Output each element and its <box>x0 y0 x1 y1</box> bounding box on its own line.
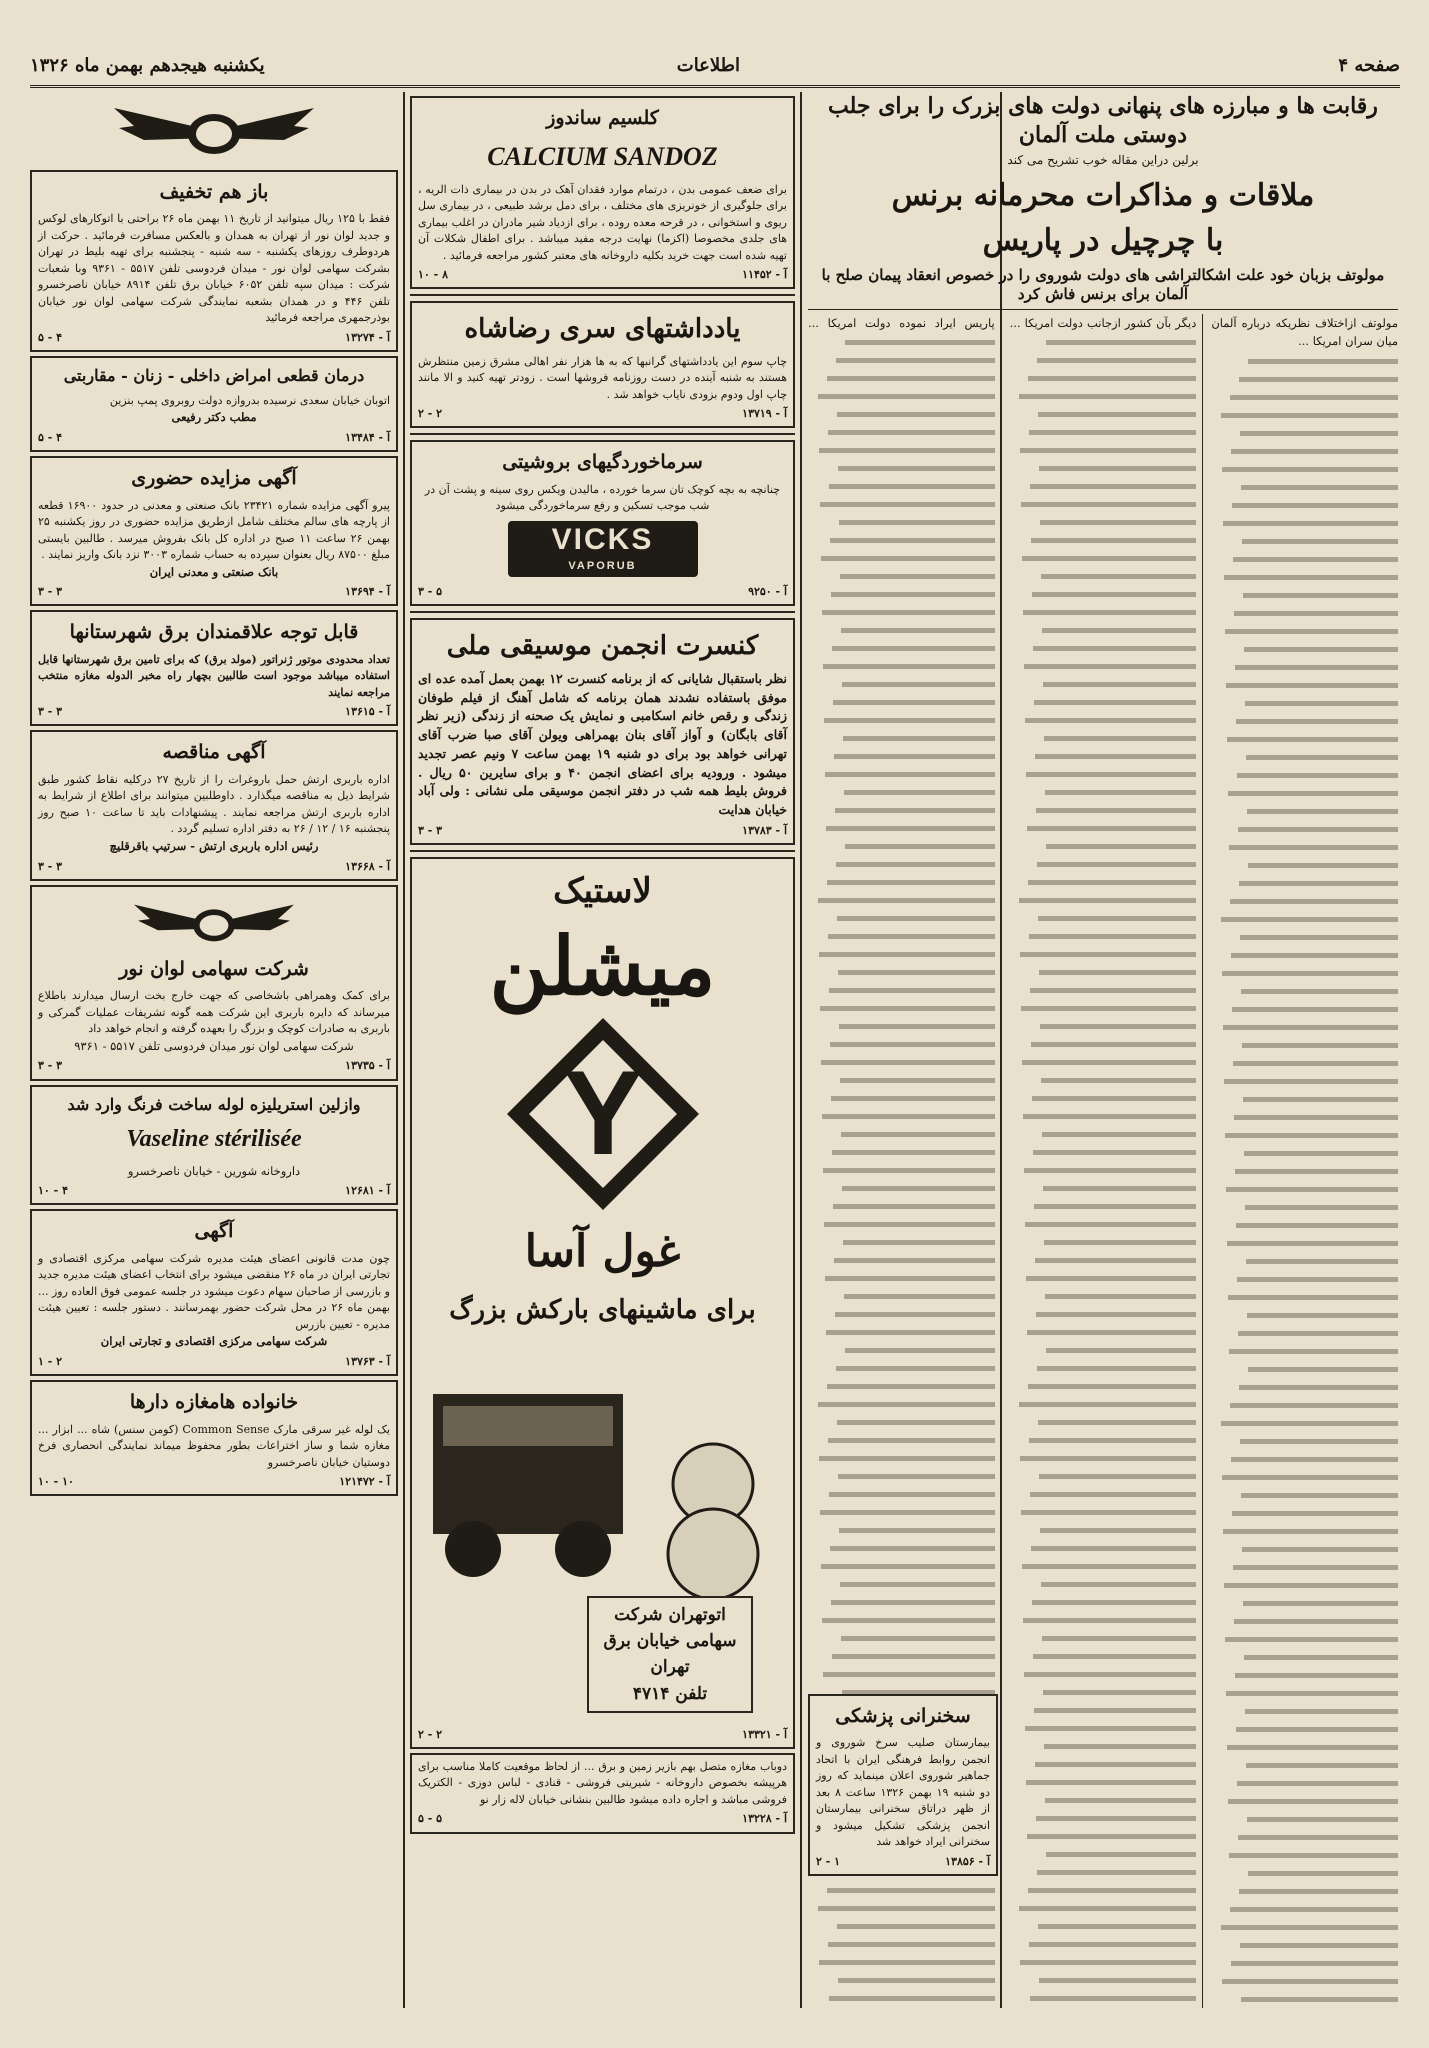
ad-code: آ - ۱۳۷۸۳ <box>742 823 787 837</box>
talk-title: سخنرانی پزشکی <box>835 1705 971 1727</box>
paper-name: اطلاعات <box>676 55 740 76</box>
ad-count: ۱ - ۲ <box>816 1854 841 1868</box>
ad-electricity-title: قابل توجه علاقمندان برق شهرستانها <box>69 621 359 644</box>
article-headline-2: با چرچیل در پاریس <box>982 222 1224 258</box>
ad-count: ۳ - ۳ <box>38 705 63 719</box>
ad-auction-bank: بانک صنعتی و معدنی ایران <box>149 564 279 579</box>
ad-notice-signature: شرکت سهامی مرکزی اقتصادی و تجارتی ایران <box>100 1334 328 1349</box>
ad-code: آ - ۱۳۲۲۸ <box>742 1812 787 1826</box>
ad-code: آ - ۱۲۱۴۷۲ <box>339 1475 390 1489</box>
ad-michelin <box>410 857 795 1749</box>
article-kicker: رقابت ها و مبارزه های پنهانی دولت های بزرک را برای جلب دوستی ملت آلمان <box>828 93 1378 148</box>
ad-count: ۵ - ۳ <box>418 584 443 598</box>
ad-count: ۸ - ۱۰ <box>418 268 448 282</box>
ad-tender <box>30 730 398 880</box>
ad-calcium-latin: CALCIUM SANDOZ <box>487 142 718 172</box>
ad-vaseline-title: وازلین استریلیزه لوله ساخت فرنگ وارد شد <box>67 1094 361 1114</box>
ad-company-body: برای کمک وهمراهی باشخاصی که جهت خارج بخت ارسال میدارند باطلاع میرساند که دایره باربری این شرکت همه گونه تشریفات عملیات گمرکی و باربری به صادرات کوچک و بزرگ را بعهده گرفته و انجام خواهد داد <box>38 989 390 1036</box>
ad-reza-shah-title: یادداشتهای سری رضاشاه <box>464 314 741 345</box>
ad-code: آ - ۱۲۶۸۱ <box>345 1184 390 1198</box>
ad-notice-body: چون مدت قانونی اعضای هیئت مدیره شرکت سهامی مرکزی اقتصادی و تجارتی ایران در ماه ۲۶ منقضی میشود برای انتخاب اعضای هیئت مدیره جدید و بازرسی از صاحبان سهام دعوت میشود در جلسه عمومی فوق العاده روز ... بهمن ماه ۲۶ در محل شرکت حضور بهمرسانند . دستور جلسه : تعیین هیئت مدیره - تعیین بازرس <box>37 1251 390 1331</box>
michelin-y-diamond-icon <box>503 1014 703 1214</box>
ad-vicks <box>410 440 795 605</box>
ad-code: آ - ۱۱۴۵۲ <box>742 268 787 282</box>
ad-clinic-doctor: مطب دکتر رفیعی <box>171 410 257 425</box>
ad-code: آ - ۱۳۶۶۸ <box>345 859 390 873</box>
ad-company <box>30 885 398 1081</box>
issue-date: یکشنبه هیجدهم بهمن ماه ۱۳۲۶ <box>30 55 265 76</box>
article-filler <box>1211 351 1398 2008</box>
ad-reza-shah-body: چاپ سوم این یادداشتهای گرانبها که به ها هزار نفر اهالی مشرق زمین منتظرش هستند به شنبه آینده در دست روزنامه فروشها است . زودتر تهیه کنید و الا مانند چاپ اول ودوم بزودی نایاب خواهد شد . <box>418 354 787 401</box>
column-rule <box>800 92 802 2008</box>
ad-calcium-title: کلسیم ساندوز <box>546 107 659 129</box>
ad-clinic-body: اتوبان خیابان سعدی نرسیده بدروازه دولت روبروی پمپ بنزین <box>109 393 390 407</box>
ad-vaseline-body: داروخانه شورین - خیابان ناصرخسرو <box>127 1163 301 1178</box>
ad-concert-title: کنسرت انجمن موسیقی ملی <box>446 630 759 661</box>
vicks-logo: VICKS VAPORUB <box>508 521 698 577</box>
ad-michelin-dealer: اتوتهران شرکت سهامی خیابان برق تهران <box>603 1604 737 1678</box>
ad-concert <box>410 618 795 845</box>
ad-code: آ - ۱۳۸۵۶ <box>945 1854 990 1868</box>
article-column-2: دیگر بآن کشور ازجانب دولت امریکا ... <box>1010 314 1204 2008</box>
michelin-dealer-box <box>587 1596 753 1713</box>
talk-body: بیمارستان صلیب سرخ شوروی و انجمن روابط فرهنگی ایران با اتحاد جماهیر شوروی اعلان مینماید که روز دو شنبه ۱۹ بهمن ۱۳۲۶ ساعت ۸ بعد از ظهر دراتاق سخنرانی بیمارستان انجمن پزشکی تشکیل میشود و سخنرانی ایراد خواهد شد <box>816 1736 991 1849</box>
ad-tender-title: آگهی مناقصه <box>162 741 266 764</box>
ad-shop <box>30 1380 398 1496</box>
ad-code: آ - ۹۲۵۰ <box>748 584 787 598</box>
ad-auction <box>30 456 398 606</box>
ad-count: ۳ - ۳ <box>418 823 443 837</box>
article-text-lines <box>1016 332 1196 2008</box>
ad-shop-body: یک لوله غیر سرقی مارک Common Sense (کومن سنس) شاه ... ابزار ... مغازه شما و ساز اختراعات بطور محفوظ میماند نمایندگی انحصاری فرخ دوستیان خیابان ناصرخسرو <box>38 1422 390 1469</box>
ad-count: ۵ - ۵ <box>418 1812 443 1826</box>
ad-code: آ - ۱۳۷۳۵ <box>345 1059 390 1073</box>
ad-company-title: شرکت سهامی لوان نور <box>119 957 309 980</box>
ad-count: ۳ - ۳ <box>38 859 63 873</box>
ad-calcium <box>410 96 795 289</box>
ad-count: ۲ - ۲ <box>418 407 443 421</box>
talk-box-wrap <box>808 1690 998 2008</box>
ad-shops-body: دوباب مغازه متصل بهم بازیر زمین و برق ... از لحاظ موقعیت کاملا مناسب برای هرپیشه بخصوص داروخانه - شیرینی فروشی - قنادی - لباس دوزی - الکتریک فروشی مباشد و اجاره داده میشود طالبین بنشانی خیابان لاله زار نو <box>418 1759 787 1806</box>
article-column-3: پاریس ایراد نموده دولت امریکا ... <box>808 314 1002 2008</box>
bus-company-wing-logo <box>104 96 324 166</box>
ad-company-contact: شرکت سهامی لوان نور میدان فردوسی تلفن ۵۵۱۷ - ۹۳۶۱ <box>74 1038 354 1053</box>
article-intro: برلین دراین مقاله خوب تشریح می کند <box>1007 153 1199 168</box>
ad-electricity-body: تعداد محدودی موتور ژنراتور (مولد برق) که برای تامین برق شهرستانها قابل استفاده میباشد موجود است طالبین بچهار راه مخبر الدوله مغازه منتخب مراجعه نمایند <box>38 652 390 699</box>
ad-tender-signature: رئیس اداره باربری ارتش - سرتیپ باقرقلیچ <box>109 838 319 853</box>
ad-count: ۲ - ۱ <box>38 1355 63 1369</box>
ad-calcium-body: برای ضعف عمومی بدن ، درتمام موارد فقدان آهک در بدن در بیماری ذات الریه ، برای جلوگیری از خونریزی های مختلف ، برای دمل برشد طبیعی ، در بیماری سل ریوی و استخوانی ، در قرحه معده روده ، برای ازدیاد شیر مادران در اغلب بیماری های جلدی مخصوصا (اکزما) نهایت درجه مفید میباشد . برای اطفال شکلات آن تهیه شده است جهت خرید بکلیه داروخانه های معتبر کشور مراجعه فرمائید . <box>418 182 787 262</box>
page-number: صفحه ۴ <box>1338 55 1400 76</box>
masthead <box>30 45 1400 88</box>
ad-discount-body: فقط با ۱۲۵ ریال میتوانید از تاریخ ۱۱ بهمن ماه ۲۶ براحتی با اتوکارهای لوکس و جدید لوان نور از تهران به همدان و بالعکس مسافرت فرمائید . حرکت از هردوطرف روزهای یکشنبه - سه شنبه - پنجشنبه برای تهیه بلیط در تهران بشرکت سهامی لوان نور - میدان فردوسی تلفن ۵۵۱۷ - ۹۳۶۱ وبا شعبات شرکت : میدان سپه تلفن ۶۰۵۲ خیابان برق تلفن ۸۹۱۴ خیابان ناصرخسرو تلفن ۴۴۶ و در همدان بشعبه نمایندگی شرکت سهامی لوان نور خیابان بوذرجمهری مراجعه فرمائید <box>38 212 390 325</box>
ad-count: ۳ - ۳ <box>38 1059 63 1073</box>
ad-auction-title: آگهی مزایده حضوری <box>131 467 297 490</box>
bus-company-wing-logo <box>114 895 314 951</box>
ad-code: آ - ۱۳۴۸۴ <box>345 431 390 445</box>
ad-michelin-tagline-1: غول آسا <box>524 1225 681 1277</box>
ad-code: آ - ۱۳۶۹۴ <box>345 585 390 599</box>
ad-vicks-title: سرماخوردگیهای بروشیتی <box>502 451 703 474</box>
ad-count: ۴ - ۱۰ <box>38 1184 68 1198</box>
ad-notice <box>30 1209 398 1376</box>
ad-vaseline-latin: Vaseline stérilisée <box>126 1126 302 1153</box>
ad-electricity <box>30 610 398 726</box>
ad-shops <box>410 1753 795 1834</box>
truck-illustration <box>423 1334 783 1604</box>
article-headline-1: ملاقات و مذاکرات محرمانه برنس <box>891 177 1315 213</box>
ad-michelin-brand: میشلن <box>489 918 716 1013</box>
ad-discount <box>30 170 398 352</box>
ad-code: آ - ۱۳۲۷۴ <box>345 330 390 344</box>
ad-discount-title: باز هم تخفیف <box>159 181 269 203</box>
ad-vicks-body: چنانچه به بچه کوچک تان سرما خورده ، مالیدن ویکس روی سینه و پشت آن در شب موجب تسکین و رفع سرماخوردگی میشود <box>424 482 781 513</box>
ad-code: آ - ۱۳۶۱۵ <box>345 705 390 719</box>
ad-count: ۱۰ - ۱۰ <box>38 1475 74 1489</box>
ad-concert-body: نظر باستقبال شایانی که از برنامه کنسرت ۱۲ بهمن بعمل آمده عده ای موفق باستفاده نشدند همان برنامه که شامل آهنگ از فیلم طوفان زندگی و رقص خانم اسکامبی و نمایش یک صحنه از زندگی (زیر نظر آقای بابگان) و آواز آقای بنان بهمراهی ویولن آقای صبا ضرب آقای تهرانی خواهد بود برای دو شنبه ۱۹ بهمن ساعت ۷ ونیم عصر تجدید میشود . ورودیه برای اعضای انجمن ۴۰ و برای سایرین ۵۰ ریال . فروش بلیط همه شب در دفتر انجمن موسیقی ملی نشانی : ولی آباد خیابان هدایت <box>418 670 787 818</box>
ad-michelin-phone: تلفن ۴۷۱۴ <box>632 1683 708 1704</box>
column-rule <box>403 92 405 2008</box>
talk-health <box>808 1694 998 1876</box>
ad-code: آ - ۱۳۳۲۱ <box>742 1727 787 1741</box>
ad-count: ۴ - ۵ <box>38 330 63 344</box>
svg-text:Y: Y <box>562 1045 643 1180</box>
ad-michelin-top: لاستیک <box>553 870 652 911</box>
ad-shop-title: خانواده هامغازه دارها <box>129 1391 299 1414</box>
ad-clinic-title: درمان قطعی امراض داخلی - زنان - مقاربتی <box>63 365 365 385</box>
article-text-lines <box>1218 351 1398 2008</box>
center-column <box>410 92 795 2008</box>
ad-count: ۲ - ۲ <box>418 1727 443 1741</box>
ad-notice-title: آگهی <box>194 1220 234 1243</box>
ad-vaseline <box>30 1085 398 1206</box>
article-subhead: مولوتف بزبان خود علت اشکالتراشی های دولت شوروی را در خصوص انعقاد پیمان صلح با آلمان برای برنس فاش کرد <box>821 265 1385 304</box>
ad-reza-shah <box>410 301 795 428</box>
ad-code: آ - ۱۳۷۶۳ <box>345 1355 390 1369</box>
ad-auction-body: پیرو آگهی مزایده شماره ۲۳۴۲۱ بانک صنعتی و معدنی در حدود ۱۶۹۰۰ قطعه از پارچه های سالم مختلف شامل ازطریق مزایده حضوری در روز یکشنبه ۲۵ بهمن ۲۶ ساعت ۱۱ صبح در اداره کل بانک بفروش میرسد . طالبین بایستی مبلغ ۸۷۵۰۰ ریال بعنوان سپرده به حساب شماره ۳۰۰۳ نزد بانک واریز نمایند . <box>38 498 390 562</box>
ad-count: ۴ - ۵ <box>38 431 63 445</box>
ad-tender-body: اداره باربری ارتش حمل باروغرات را از تاریخ ۲۷ درکلیه نقاط کشور طبق شرایط ذیل به مناقصه میگذارد . داوطلبین میتوانند برای اطلاع از شرایط به اداره باربری ارتش مراجعه نمایند . پیشنهادات باید تا ساعت ۱۰ صبح روز پنجشنبه ۱۶ / ۱۲ / ۲۶ به دفتر اداره تسلیم گردد . <box>38 772 390 836</box>
ad-count: ۳ - ۳ <box>38 585 63 599</box>
article-column-1: مولوتف ازاختلاف نظریکه درباره آلمان میان سران امریکا ... <box>1211 314 1398 2008</box>
ad-code: آ - ۱۳۷۱۹ <box>742 407 787 421</box>
ad-michelin-tagline-2: برای ماشینهای بارکش بزرگ <box>449 1294 756 1325</box>
left-column <box>30 92 398 2008</box>
ad-clinic <box>30 356 398 452</box>
